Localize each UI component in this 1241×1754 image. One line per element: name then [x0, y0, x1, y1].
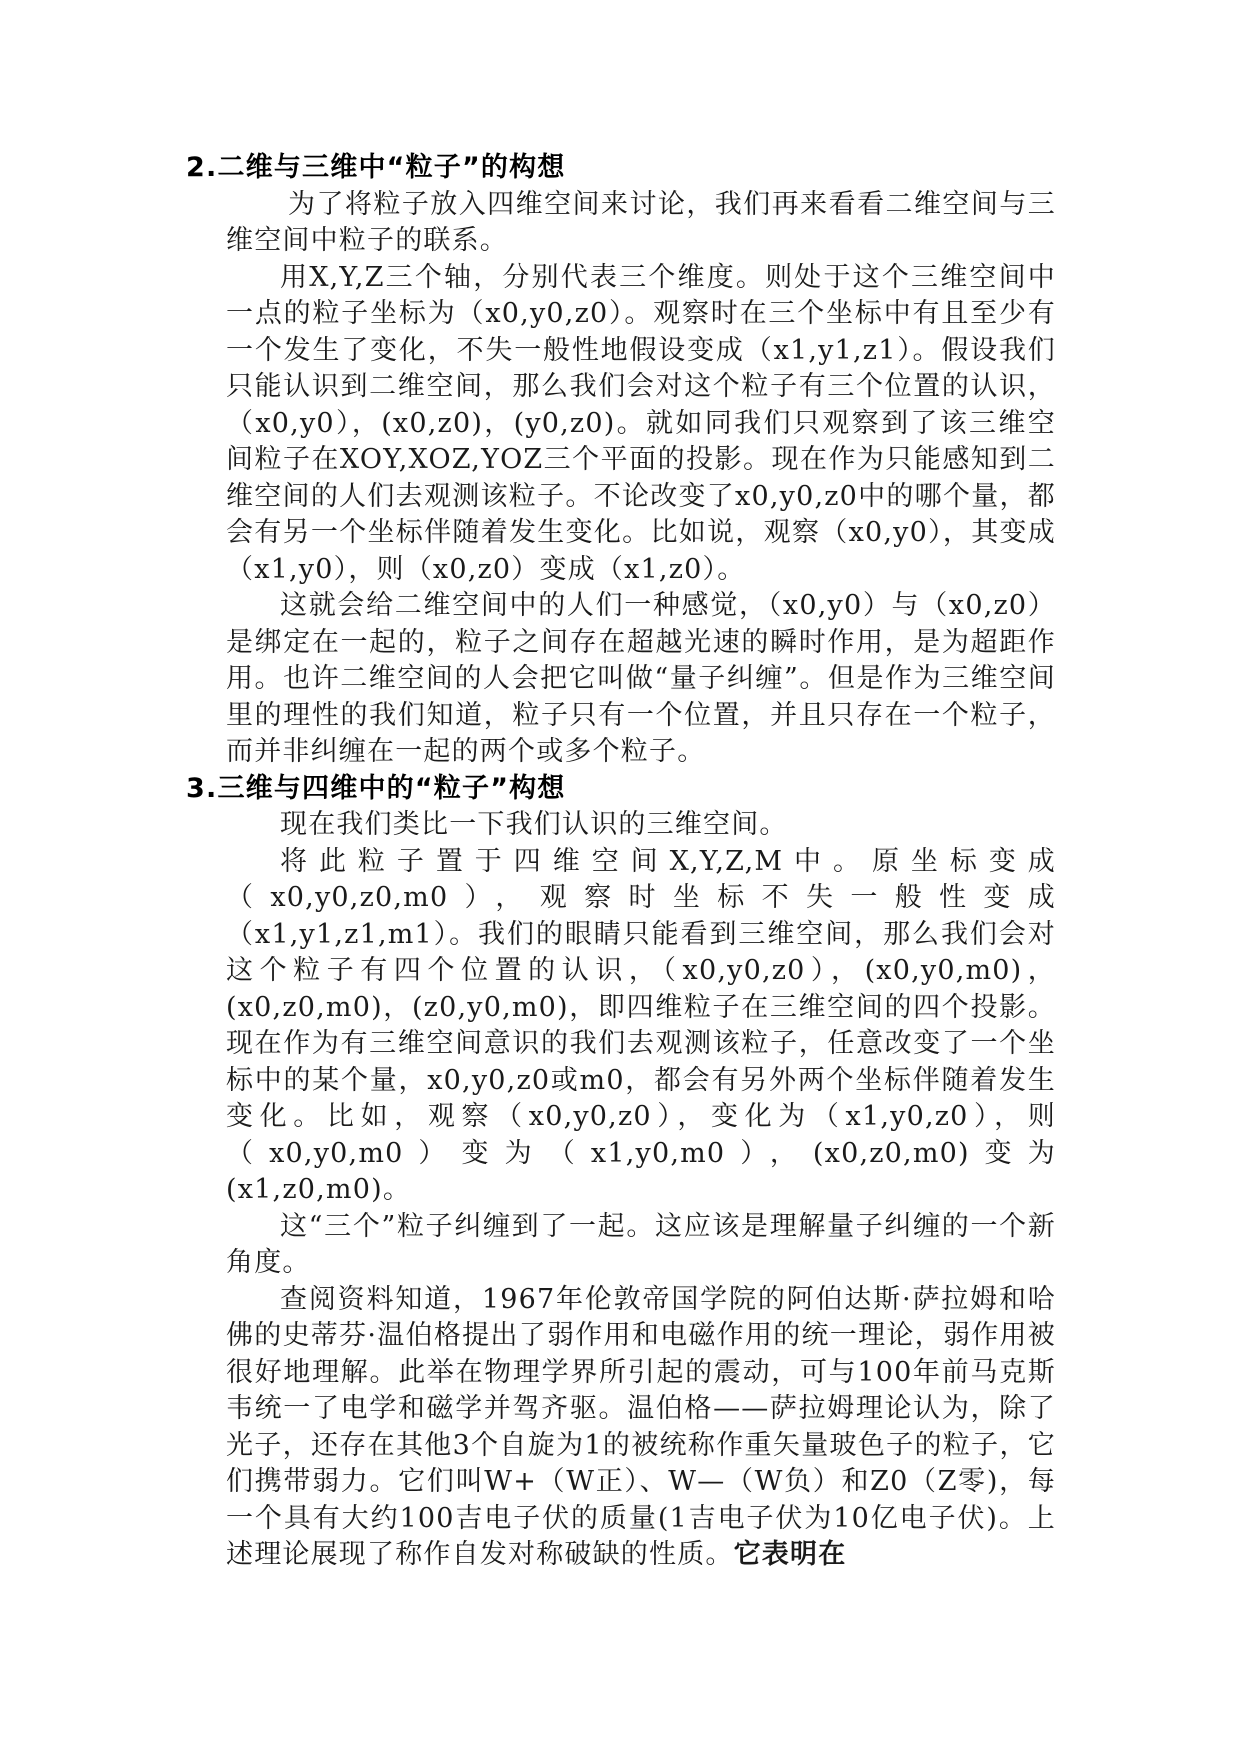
section-3-heading: 3.三维与四维中的“粒子”构想	[186, 772, 566, 804]
section-3-paragraph-2: 将此粒子置于四维空间X,Y,Z,M中。原坐标变成（x0,y0,z0,m0），观察时坐标不失一般性变成（x1,y1,z1,m1）。我们的眼睛只能看到三维空间，那么我们会对这个粒子有四个位置的认识，（x0,y0,z0），(x0,y0,m0)，(x0,z0,m0)，(z0,y0,m0)，即四维粒子在三维空间的四个投影。现在作为有三维空间意识的我们去观测该粒子，任意改变了一个坐标中的某个量，x0,y0,z0或m0，都会有另外两个坐标伴随着发生变化。比如，观察（x0,y0,z0），变化为（x1,y0,z0），则（x0,y0,m0）变为（x1,y0,m0），(x0,z0,m0)变为(x1,z0,m0)。	[226, 845, 1056, 1205]
section-2-paragraph-3: 这就会给二维空间中的人们一种感觉，（x0,y0）与（x0,z0）是绑定在一起的，粒子之间存在超越光速的瞬时作用，是为超距作用。也许二维空间的人会把它叫做“量子纠缠”。但是作为三维空间里的理性的我们知道，粒子只有一个位置，并且只存在一个粒子，而并非纠缠在一起的两个或多个粒子。	[226, 590, 1056, 767]
document-body	[186, 150, 1056, 1574]
trailing-bold-text: 它表明在	[733, 1539, 847, 1570]
section-3-paragraph-4-text: 查阅资料知道，1967年伦敦帝国学院的阿伯达斯·萨拉姆和哈佛的史蒂芬·温伯格提出了弱作用和电磁作用的统一理论，弱作用被很好地理解。此举在物理学界所引起的震动，可与100年前马克斯韦统一了电学和磁学并驾齐驱。温伯格——萨拉姆理论认为，除了光子，还存在其他3个自旋为1的被统称作重矢量玻色子的粒子，它们携带弱力。它们叫W+（W正）、W—（W负）和Z0（Z零)，每一个具有大约100吉电子伏的质量(1吉电子伏为10亿电子伏)。上述理论展现了称作自发对称破缺的性质。	[226, 1283, 1056, 1570]
section-2-paragraph-2: 用X,Y,Z三个轴，分别代表三个维度。则处于这个三维空间中一点的粒子坐标为（x0,y0,z0）。观察时在三个坐标中有且至少有一个发生了变化，不失一般性地假设变成（x1,y1,z1）。假设我们只能认识到二维空间，那么我们会对这个粒子有三个位置的认识，（x0,y0），(x0,z0)，(y0,z0)。就如同我们只观察到了该三维空间粒子在XOY,XOZ,YOZ三个平面的投影。现在作为只能感知到二维空间的人们去观测该粒子。不论改变了x0,y0,z0中的哪个量，都会有另一个坐标伴随着发生变化。比如说，观察（x0,y0），其变成（x1,y0），则（x0,z0）变成（x1,z0）。	[226, 261, 1056, 585]
section-3-paragraph-1: 现在我们类比一下我们认识的三维空间。	[280, 809, 788, 840]
section-3-paragraph-3: 这“三个”粒子纠缠到了一起。这应该是理解量子纠缠的一个新角度。	[226, 1210, 1056, 1278]
section-3-paragraph-4	[226, 1282, 1056, 1574]
section-2-heading: 2.二维与三维中“粒子”的构想	[186, 152, 566, 183]
section-2-paragraph-1: 为了将粒子放入四维空间来讨论，我们再来看看二维空间与三维空间中粒子的联系。	[226, 188, 1056, 256]
